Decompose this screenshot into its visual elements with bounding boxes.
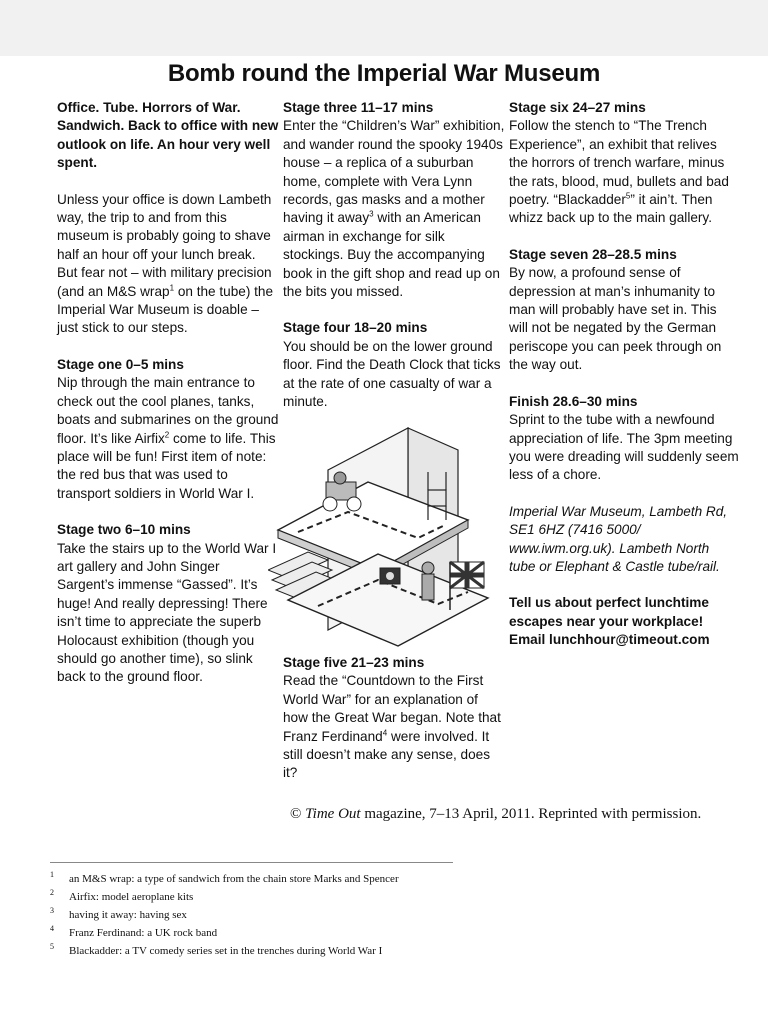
column-2 xyxy=(283,99,505,430)
stage-seven xyxy=(509,246,739,375)
stage-two-heading: Stage two 6–10 mins xyxy=(57,522,191,538)
column-1 xyxy=(57,99,279,705)
stage-two-text: Take the stairs up to the World War I art gallery and John Singer Sargent’s immense “Gassed”. It’s huge! And really depressing! There isn’t time to appreciate the superb Holocaust exhibition (though you should go another time), so slink back to the ground floor. xyxy=(57,540,277,685)
stage-three: Stage three 11–17 mins Enter the “Children’s War” exhibition, and wander round the spooky 1940s house – a replica of a suburban home, complete with Vera Lynn records, gas masks and a mother having it away$^3$ with an American airman in exchange for silk stockings. Buy the accompanying book in the gift shop and read up on the bits you missed. xyxy=(283,100,505,300)
finish-text: Sprint to the tube with a newfound appreciation of life. The 3pm meeting you were dreading will suddenly seem less of a chore. xyxy=(509,412,739,483)
finish xyxy=(509,393,739,485)
copyright-line: © Time Out magazine, 7–13 April, 2011. Reprinted with permission. xyxy=(290,806,702,822)
article-title: Bomb round the Imperial War Museum xyxy=(167,60,601,87)
stage-four-heading: Stage four 18–20 mins xyxy=(283,320,428,336)
stage-one-heading: Stage one 0–5 mins xyxy=(57,356,184,372)
stage-five: Stage five 21–23 mins Read the “Countdown to the First World War” for an explanation of how the Great War began. Note that Franz Ferdinand$^4$ were involved. It still doesn’t make any sense, does it? xyxy=(283,654,505,783)
intro-standfirst: Office. Tube. Horrors of War. Sandwich. Back to office with new outlook on life. An hour very well spent. xyxy=(57,100,279,171)
intro-paragraph: Unless your office is down Lambeth way, the trip to and from this museum is probably going to shave half an hour off your lunch break. But fear not – with military precision (and an M&S wrap$^1$ on the tube) the Imperial War Museum is doable – just stick to our steps. xyxy=(57,191,274,336)
stage-two xyxy=(57,521,279,687)
stage-four-text: You should be on the lower ground floor. Find the Death Clock that ticks at the rate of one casualty of war a minute. xyxy=(283,338,501,410)
footnote-divider xyxy=(50,862,453,863)
stage-six-heading: Stage six 24–27 mins xyxy=(509,100,646,115)
stage-five-heading: Stage five 21–23 mins xyxy=(283,655,425,670)
finish-heading: Finish 28.6–30 mins xyxy=(509,393,638,409)
stage-one: Stage one 0–5 mins Nip through the main entrance to check out the cool planes, tanks, boats and submarines on the ground floor. It’s like Airfix$^2$ come to life. This place will be fun! First item of note: the red bus that was used to transport soldiers in World War I. xyxy=(57,356,279,501)
museum-address: Imperial War Museum, Lambeth Rd, SE1 6HZ (7416 5000/ www.iwm.org.uk). Lambeth North tube or Elephant & Castle tube/rail. xyxy=(509,503,728,574)
stage-four xyxy=(283,319,505,411)
stage-six: Stage six 24–27 mins Follow the stench to “The Trench Experience”, an exhibit that relives the horrors of trench warfare, minus the rats, blood, mud, bullets and bad poetry. “Blackadder$^5$” it ain’t. Then whizz back up to the main gallery. xyxy=(509,99,739,228)
stage-three-heading: Stage three 11–17 mins xyxy=(283,100,434,115)
column-3 xyxy=(509,99,739,668)
stage-seven-heading: Stage seven 28–28.5 mins xyxy=(509,246,677,262)
museum-floors-illustration xyxy=(268,420,508,652)
stage-seven-text: By now, a profound sense of depression at man’s inhumanity to man will probably have set in. This will not be negated by the German periscope you can peek through on the way out. xyxy=(509,265,722,373)
top-bar xyxy=(0,0,768,56)
soldier-figure xyxy=(422,562,434,600)
call-to-action: Tell us about perfect lunchtime escapes near your workplace! Email lunchhour@timeout.com xyxy=(509,595,710,648)
